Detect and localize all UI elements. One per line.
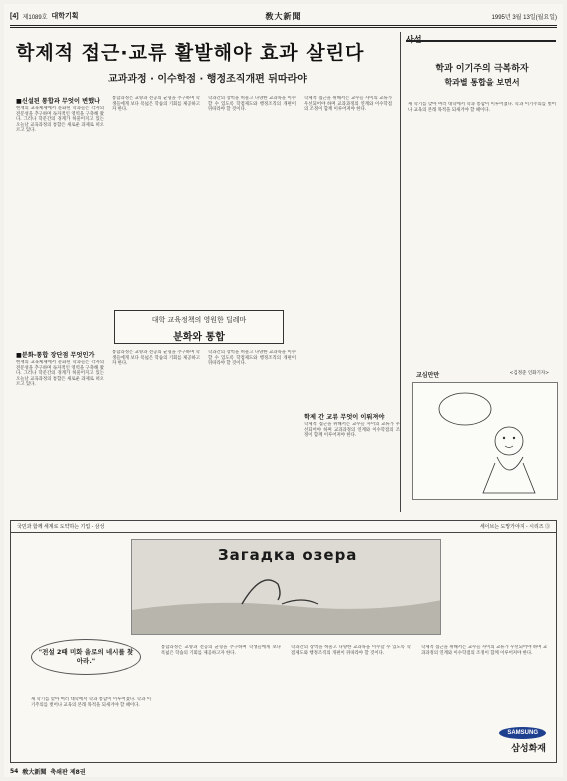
issue-date: 1995년 3월 13일(월요일) [491, 14, 557, 21]
section-name: 대학기획 [51, 13, 79, 20]
header-rule [10, 25, 557, 26]
section-title-1: ■신설된 통합과 무엇이 변했나 [16, 98, 101, 105]
cartoon-illustration [412, 382, 558, 500]
section-title-2: ■분화-통합 장단점 무엇인가 [16, 352, 95, 359]
article-column-8: 학제적 접근을 위해서는 교수들 사이의 교류가 우선되어야 하며 교과과정의 연계와 이수학점의 조정이 함께 이루어져야 한다. [304, 422, 400, 439]
column-divider [400, 32, 401, 512]
banner-line-2: 분화와 통합 [173, 332, 225, 343]
ad-top-bar [11, 521, 556, 533]
ad-body-1: 새 학기를 맞아 여러 대학에서 학과 통합이 이루어졌다. 학과 이기주의를 벗어나 교육의 본래 목적을 되새겨야 할 때이다. [31, 697, 151, 708]
page-number: [4] [10, 12, 19, 20]
editorial-subtitle: 학과별 통합을 보면서 [444, 78, 520, 87]
ad-photo [131, 539, 441, 635]
article-column-6: 통합과정은 교양과 전공의 균형을 추구하며 학생들에게 보다 폭넓은 학습의 기회를 제공하고자 한다. [112, 350, 200, 367]
ad-body-3: 학과간의 장벽을 허물고 다양한 교과목을 이수할 수 있도록 학점제도와 행정조직의 개편이 뒤따라야 할 것이다. [291, 645, 411, 656]
cartoon-drawing [413, 383, 559, 501]
ad-brand [499, 719, 546, 754]
banner-line-1: 대학 교육정책의 영원한 딜레마 [151, 316, 247, 324]
article-column-4: 학제적 접근을 위해서는 교수들 사이의 교류가 우선되어야 하며 교과과정의 연계와 이수학점의 조정이 함께 이루어져야 한다. [304, 96, 392, 113]
article-subheadline: 교과과정 · 이수학점 · 행정조직개편 뒤따라야 [108, 74, 307, 85]
newspaper-page [4, 4, 563, 777]
footer-edition: 축쇄판 제8권 [50, 768, 86, 776]
footer-paper: 敎大新聞 [22, 768, 47, 776]
ad-series: 세이브는 도망가야지 - 시리즈 ③ [479, 524, 550, 530]
paper-name: 敎大新聞 [265, 11, 302, 21]
issue-number: 제1089호 [22, 14, 48, 21]
advertisement [10, 520, 557, 763]
section-title-3: 학제 간 교류 무엇이 이뤄져야 [304, 414, 385, 421]
ad-body-4: 학제적 접근을 위해서는 교수들 사이의 교류가 우선되어야 하며 교과과정의 연계와 이수학점의 조정이 함께 이루어져야 한다. [421, 645, 547, 656]
article-column-5: 현재의 교육체제에서 분화된 학과들은 각자의 전문성을 추구하며 독자적인 영역을 구축해 왔다. 그러나 학문간의 경계가 허물어지고 있는 오늘날 교육과정의 통합은 새로운 과제로 떠오르고 있다. [16, 360, 104, 388]
article-headline: 학제적 접근·교류 활발해야 효과 살린다 [16, 42, 365, 64]
pull-quote-banner [114, 310, 284, 344]
article-column-1: 현재의 교육체제에서 분화된 학과들은 각자의 전문성을 추구하며 독자적인 영역을 구축해 왔다. 그러나 학문간의 경계가 허물어지고 있는 오늘날 교육과정의 통합은 새로운 과제로 떠오르고 있다. [16, 106, 104, 134]
article-column-7: 학과간의 장벽을 허물고 다양한 교과목을 이수할 수 있도록 학점제도와 행정조직의 개편이 뒤따라야 할 것이다. [208, 350, 296, 367]
ad-slogan: "전설 2때 미화 을로의 네시를 찾아라." [31, 639, 141, 675]
ad-tagline: 국민과 함께 세계로 도약하는 기업 - 삼성 [17, 524, 105, 530]
cartoon-credit: <김정준 인화기자> [509, 371, 549, 376]
samsung-logo: SAMSUNG [499, 727, 546, 739]
page-footer [10, 766, 557, 776]
article-column-3: 학과간의 장벽을 허물고 다양한 교과목을 이수할 수 있도록 학점제도와 행정조직의 개편이 뒤따라야 할 것이다. [208, 96, 296, 113]
footer-page: 54 [10, 767, 19, 775]
cartoon-title: 교심만만 [416, 372, 440, 379]
article-column-2: 통합과정은 교양과 전공의 균형을 추구하며 학생들에게 보다 폭넓은 학습의 기회를 제공하고자 한다. [112, 96, 200, 113]
ad-photo-title: Загадка озера [218, 546, 358, 564]
ad-brand-name: 삼성화재 [511, 744, 546, 754]
editorial-body: 새 학기를 맞아 여러 대학에서 학과 통합이 이루어졌다. 학과 이기주의를 벗어나 교육의 본래 목적을 되새겨야 할 때이다. [408, 102, 556, 113]
page-header [10, 8, 557, 24]
ad-body-2: 통합과정은 교양과 전공의 균형을 추구하며 학생들에게 보다 폭넓은 학습의 기회를 제공하고자 한다. [161, 645, 281, 656]
header-rule-2 [10, 27, 557, 28]
editorial-title: 학과 이기주의 극복하자 [435, 64, 529, 74]
editorial-rule [406, 40, 556, 42]
